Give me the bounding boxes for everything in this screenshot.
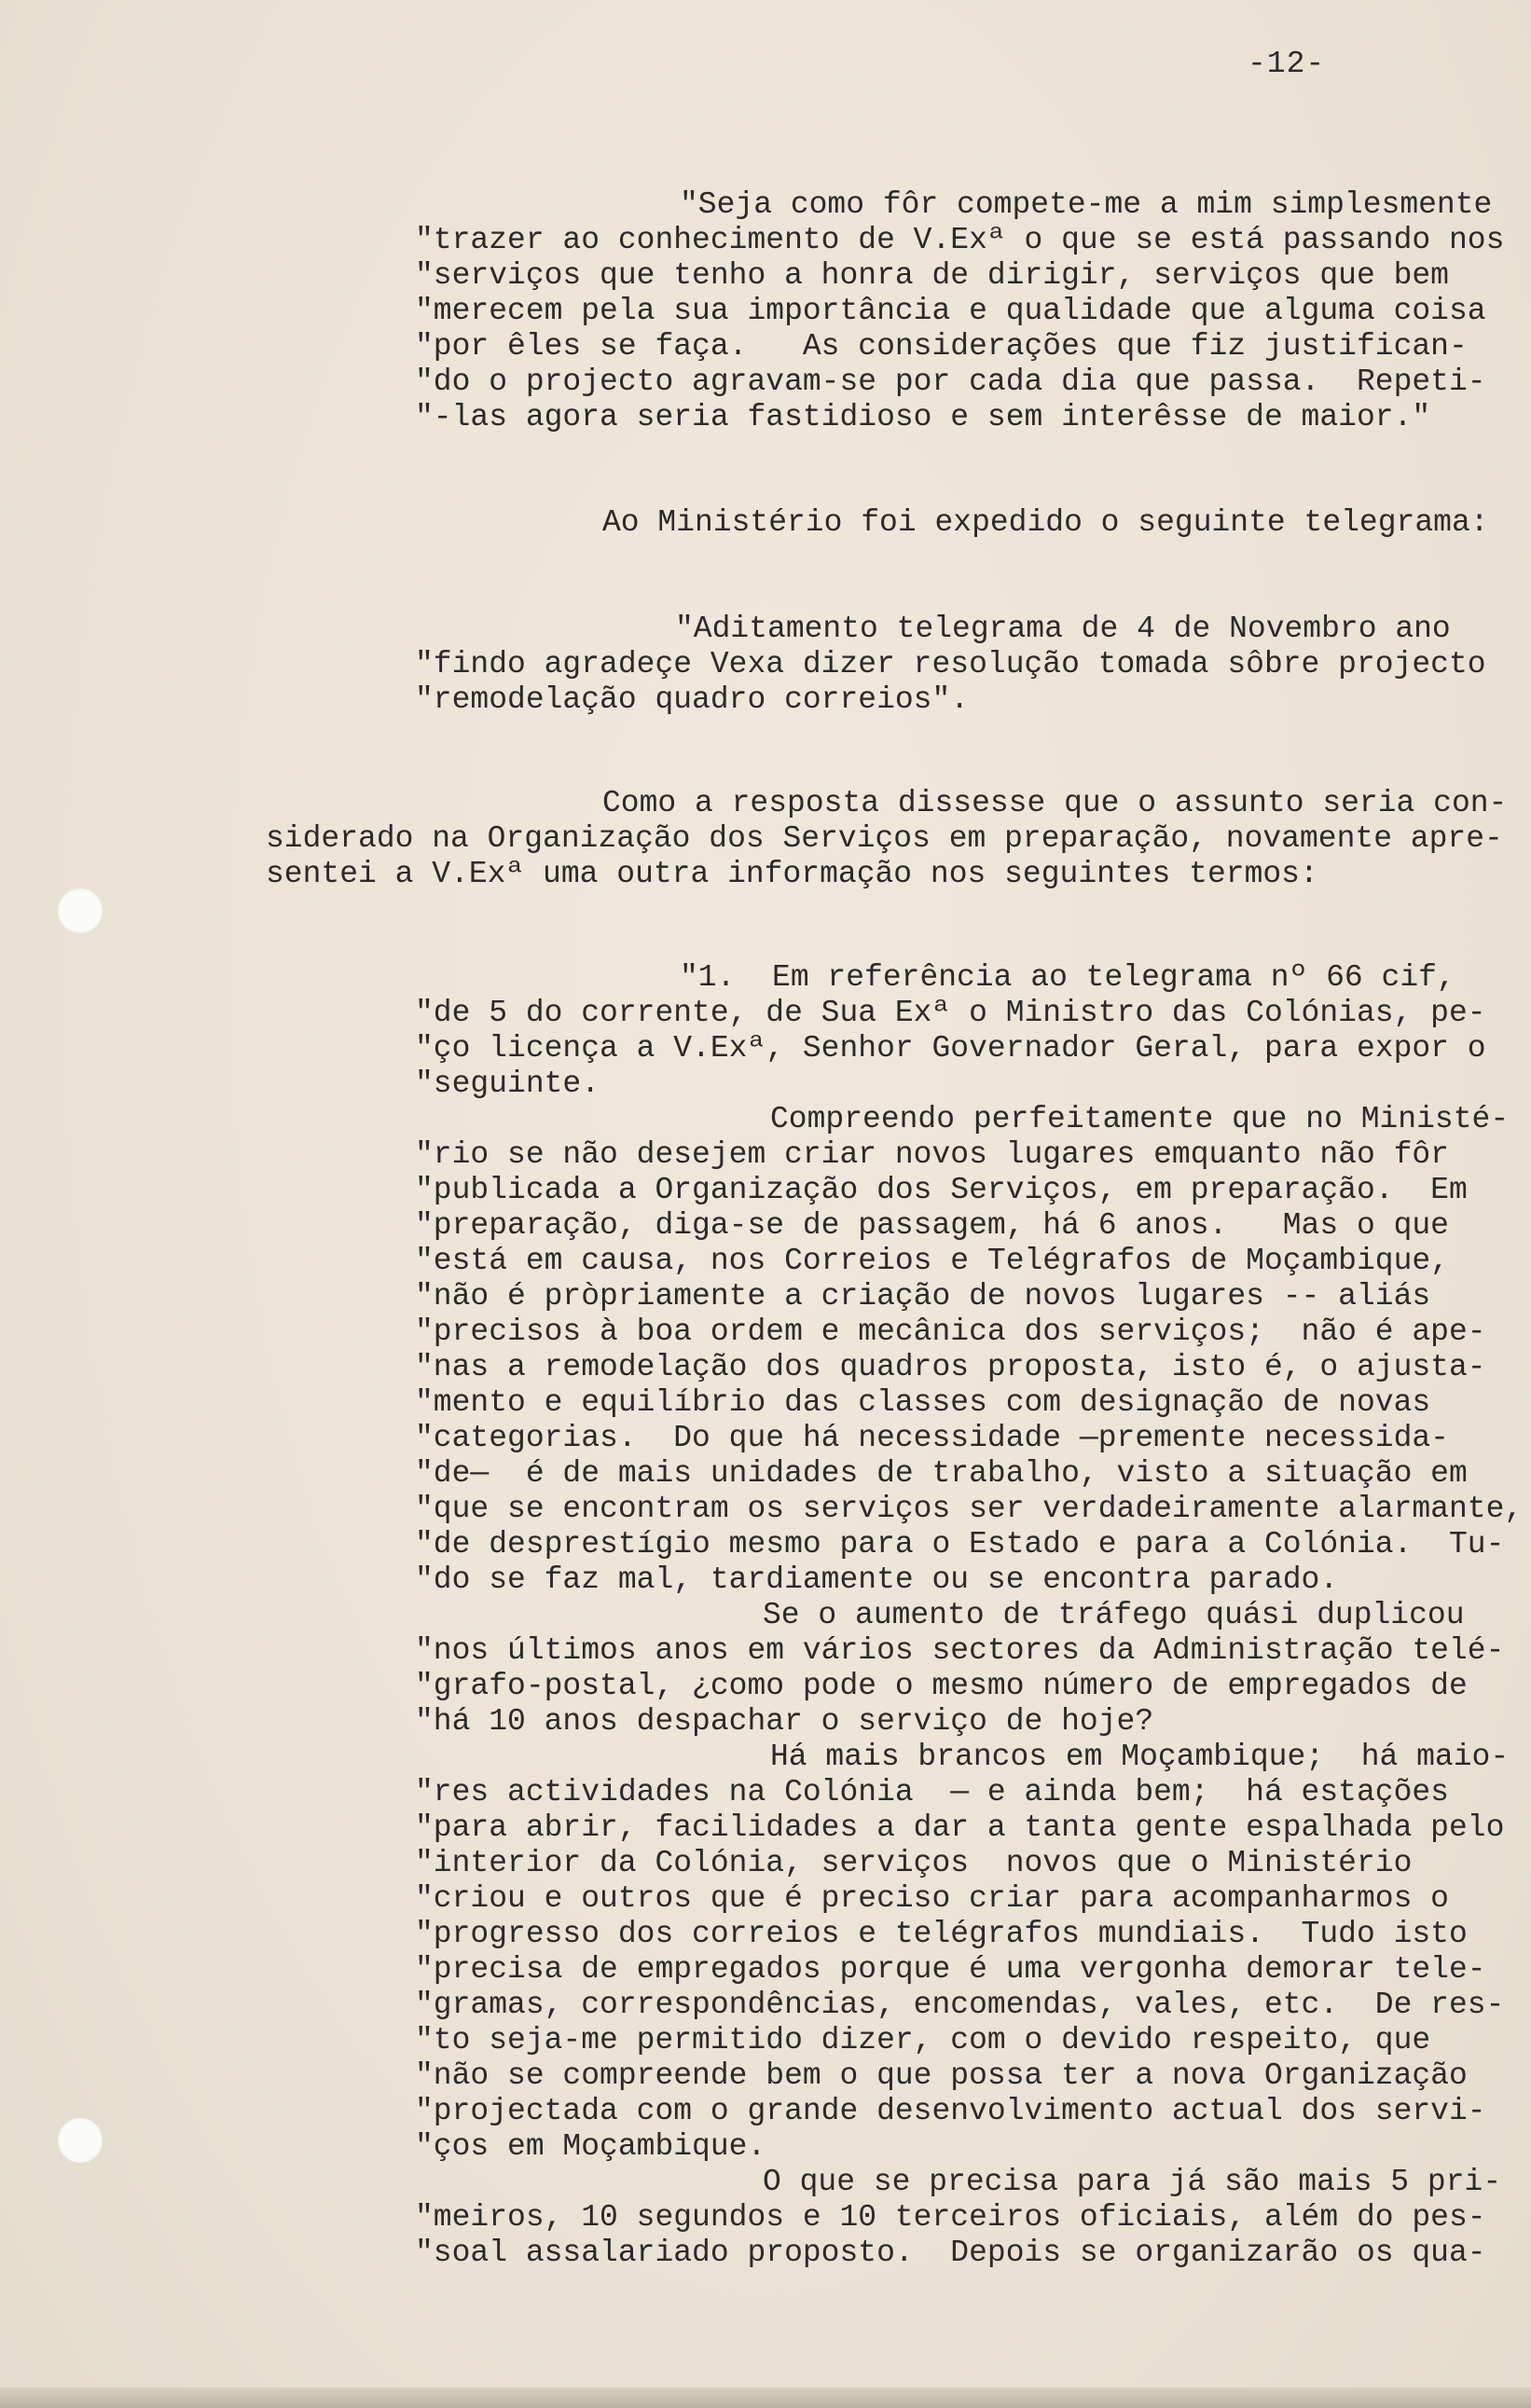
quote3-line: "não é pròpriamente a criação de novos lugares -- aliás	[415, 1279, 1431, 1314]
paragraph-line: siderado na Organização dos Serviços em preparação, novamente apre-	[266, 821, 1503, 856]
quote3-line: "gramas, correspondências, encomendas, vales, etc. De res-	[415, 1988, 1505, 2022]
quote3-line: "há 10 anos despachar o serviço de hoje?	[415, 1704, 1154, 1739]
quote3-line: "precisa de empregados porque é uma vergonha demorar tele-	[415, 1952, 1486, 1987]
quote3-line: Se o aumento de tráfego quási duplicou	[763, 1598, 1465, 1632]
quote2-line: "Aditamento telegrama de 4 de Novembro ano	[675, 612, 1451, 646]
quote3-line: "grafo-postal, ¿como pode o mesmo número de empregados de	[415, 1669, 1468, 1703]
quote3-line: "preparação, diga-se de passagem, há 6 anos. Mas o que	[415, 1208, 1449, 1243]
quote3-line: "projectada com o grande desenvolvimento actual dos servi-	[415, 2094, 1486, 2128]
quote1-line: "merecem pela sua importância e qualidade que alguma coisa	[415, 294, 1486, 328]
quote1-line: "do o projecto agravam-se por cada dia que passa. Repeti-	[415, 365, 1486, 399]
paragraph-line: sentei a V.Exª uma outra informação nos seguintes termos:	[266, 857, 1318, 891]
page-number: -12-	[1248, 47, 1326, 81]
paragraph-line: Como a resposta dissesse que o assunto seria con-	[602, 786, 1508, 820]
quote3-line: "ços em Moçambique.	[415, 2129, 766, 2164]
quote3-line: "soal assalariado proposto. Depois se organizarão os qua-	[415, 2236, 1486, 2270]
quote1-line: "-las agora seria fastidioso e sem interêsse de maior."	[415, 400, 1431, 434]
page-bottom-edge	[0, 2387, 1531, 2408]
quote3-line: O que se precisa para já são mais 5 pri-	[763, 2165, 1502, 2199]
quote3-line: "nos últimos anos em vários sectores da Administração telé-	[415, 1633, 1505, 1668]
quote1-line: "por êles se faça. As considerações que fiz justifican-	[415, 329, 1468, 364]
quote3-line: "precisos à boa ordem e mecânica dos serviços; não é ape-	[415, 1314, 1486, 1349]
quote1-line: "Seja como fôr compete-me a mim simplesmente	[680, 187, 1493, 222]
quote3-line: "do se faz mal, tardiamente ou se encontra parado.	[415, 1562, 1339, 1597]
quote3-line: "mento e equilíbrio das classes com designação de novas	[415, 1385, 1431, 1420]
quote3-line: "que se encontram os serviços ser verdadeiramente alarmante,	[415, 1492, 1524, 1526]
punch-hole-upper	[58, 888, 103, 933]
quote3-line: "de desprestígio mesmo para o Estado e para a Colónia. Tu-	[415, 1527, 1505, 1562]
quote1-line: "trazer ao conhecimento de V.Exª o que se está passando nos	[415, 223, 1505, 257]
quote3-line: "res actividades na Colónia — e ainda bem; há estações	[415, 1775, 1449, 1809]
quote3-line: Há mais brancos em Moçambique; há maio-	[770, 1740, 1510, 1774]
quote3-line: "1. Em referência ao telegrama nº 66 cif,	[680, 960, 1455, 995]
quote3-line: "publicada a Organização dos Serviços, em preparação. Em	[415, 1173, 1468, 1207]
quote3-line: "meiros, 10 segundos e 10 terceiros oficiais, além do pes-	[415, 2200, 1486, 2235]
quote3-line: "seguinte.	[415, 1066, 600, 1101]
punch-hole-lower	[58, 2118, 103, 2163]
quote3-line: "interior da Colónia, serviços novos que o Ministério	[415, 1846, 1413, 1880]
quote3-line: "categorias. Do que há necessidade —premente necessida-	[415, 1421, 1449, 1455]
quote3-line: "nas a remodelação dos quadros proposta, isto é, o ajusta-	[415, 1350, 1486, 1384]
quote3-line: "de— é de mais unidades de trabalho, visto a situação em	[415, 1456, 1468, 1491]
quote3-line: "criou e outros que é preciso criar para acompanharmos o	[415, 1881, 1449, 1916]
quote3-line: "não se compreende bem o que possa ter a nova Organização	[415, 2058, 1468, 2093]
quote3-line: "para abrir, facilidades a dar a tanta gente espalhada pelo	[415, 1810, 1505, 1845]
quote3-line: "de 5 do corrente, de Sua Exª o Ministro das Colónias, pe-	[415, 996, 1486, 1030]
quote1-line: "serviços que tenho a honra de dirigir, serviços que bem	[415, 258, 1449, 293]
quote3-line: "to seja-me permitido dizer, com o devido respeito, que	[415, 2023, 1431, 2057]
quote3-line: "está em causa, nos Correios e Telégrafos de Moçambique,	[415, 1244, 1449, 1278]
quote2-line: "findo agradeçe Vexa dizer resolução tomada sôbre projecto	[415, 647, 1486, 681]
quote3-line: "ço licença a V.Exª, Senhor Governador Geral, para expor o	[415, 1031, 1486, 1066]
quote3-line: "progresso dos correios e telégrafos mundiais. Tudo isto	[415, 1917, 1468, 1951]
quote2-line: "remodelação quadro correios".	[415, 682, 970, 717]
quote3-line: Compreendo perfeitamente que no Ministé-	[770, 1102, 1510, 1136]
quote3-line: "rio se não desejem criar novos lugares emquanto não fôr	[415, 1137, 1449, 1172]
paragraph-line: Ao Ministério foi expedido o seguinte telegrama:	[602, 505, 1489, 540]
